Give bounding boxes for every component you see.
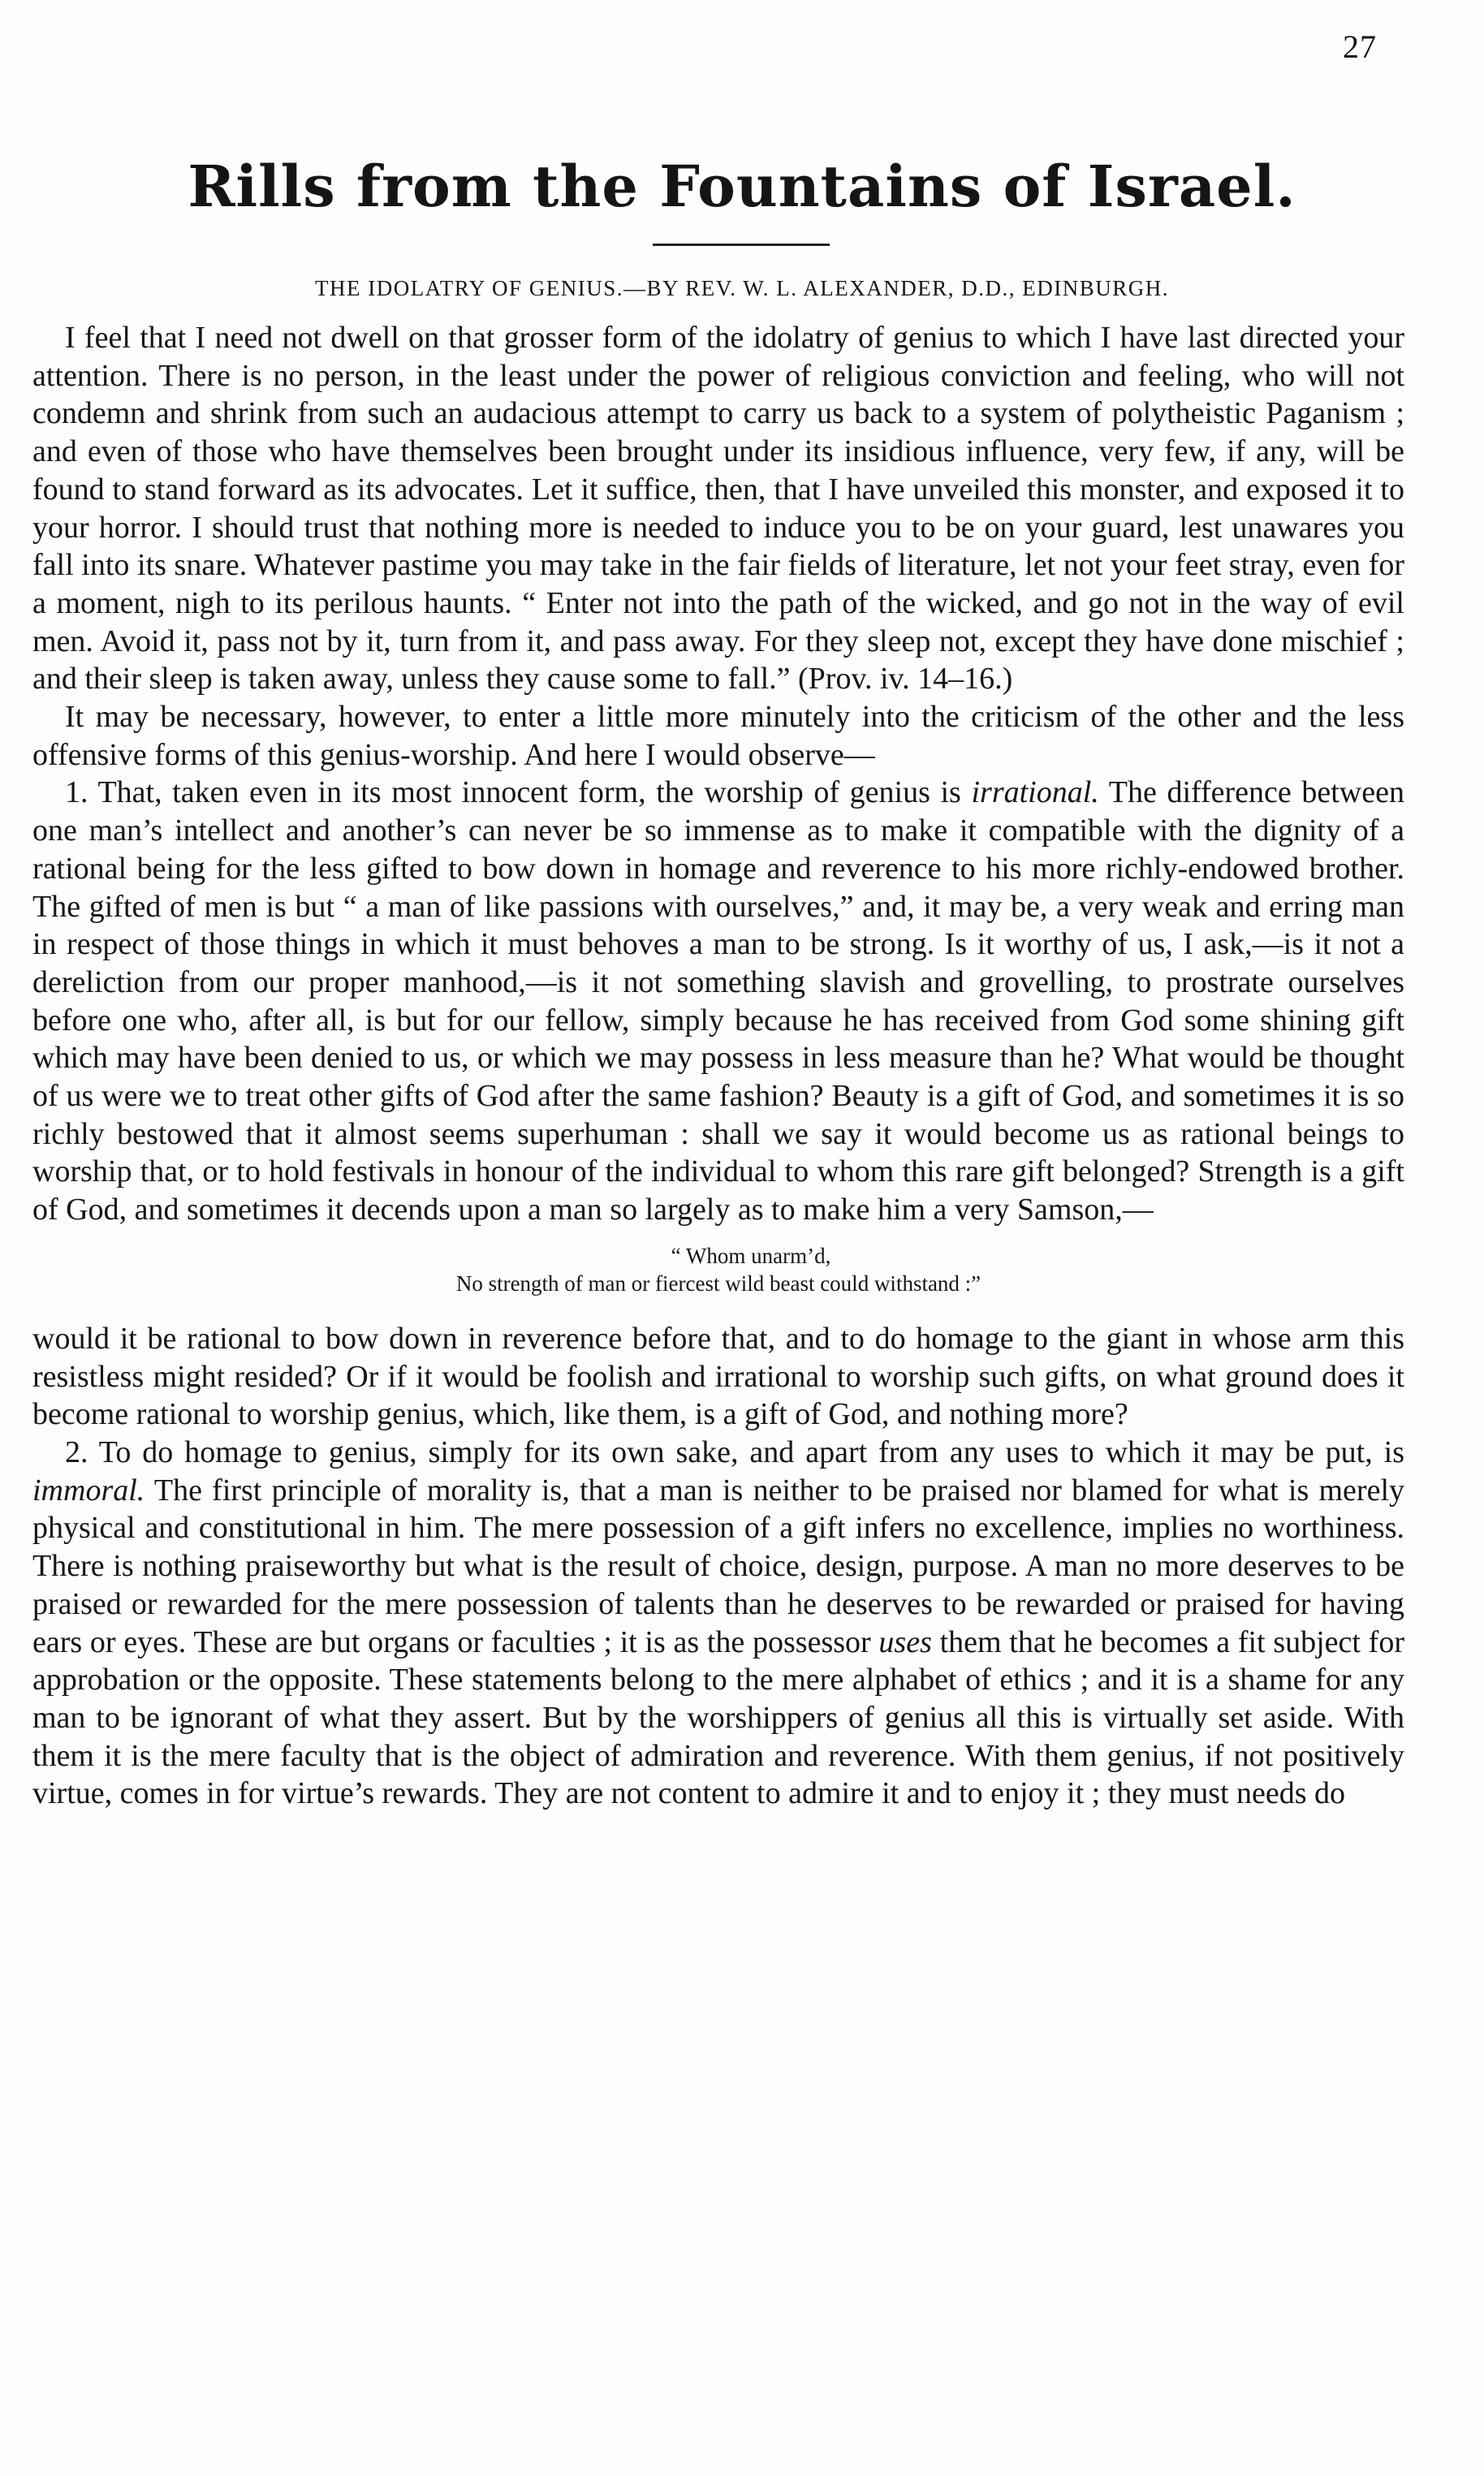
paragraph-transition: It may be necessary, however, to enter a little more minutely into the criticism of the other and the less offensive forms of this genius-worship. And here I would observe— xyxy=(32,700,1404,772)
article-body xyxy=(32,319,1404,1813)
paragraph-continuation: would it be rational to bow down in reverence before that, and to do homage to the giant in whose arm this resistless might resided? Or if it would be foolish and irrational to worship such gifts, on what ground does it become rational to worship genius, which, like them, is a gift of God, and nothing more? xyxy=(32,1321,1404,1432)
paragraph-irrational-rest: The difference between one man’s intellect and another’s can never be so immense as to make it compatible with the dignity of a rational being for the less gifted to bow down in homage and reverence to his more richly-endowed brother. The gifted of men is but “ a man of like passions with ourselves,” and, it may be, a very weak and erring man in respect of those things in which it must behoves a man to be strong. Is it worthy of us, I ask,—is it not a dereliction from our proper manhood,—is it not something slavish and grovelling, to prostrate ourselves before one who, after all, is but for our fellow, simply because he has received from God some shining gift which may have been denied to us, or which we may possess in less measure than he? What would be thought of us were we to treat other gifts of God after the same fashion? Beauty is a gift of God, and sometimes it is so richly bestowed that it almost seems superhuman : shall we say it would become us as rational beings to worship that, or to hold festivals in honour of the individual to whom this rare gift belonged? Strength is a gift of God, and sometimes it decends upon a man so largely as to make him a very Samson,— xyxy=(32,775,1404,1227)
title-divider xyxy=(653,244,830,246)
article-byline: THE IDOLATRY OF GENIUS.—BY REV. W. L. ALEXANDER, D.D., EDINBURGH. xyxy=(314,276,1169,300)
verse-line-2: No strength of man or fiercest wild beast could withstand :” xyxy=(455,1270,981,1296)
paragraph-immoral xyxy=(32,1434,1404,1813)
article-title: Rills from the Fountains of Israel. xyxy=(188,153,1296,220)
paragraph-irrational-start: 1. That, taken even in its most innocent form, the worship of genius is xyxy=(65,775,972,810)
paragraph-immoral-mid: The first principle of morality is, that a man is neither to be praised nor blamed for what is merely physical and constitutional in him. The mere possession of a gift infers no excellence, implies no worthiness. There is nothing praiseworthy but what is the result of choice, design, purpose. A man no more deserves to be praised or rewarded for the mere possession of talents than he deserves to be rewarded or praised for having ears or eyes. These are but organs or faculties ; it is as the possessor xyxy=(32,1473,1404,1659)
verse-quotation xyxy=(32,1242,1404,1297)
paragraph-immoral-start: 2. To do homage to genius, simply for its own sake, and apart from any uses to which it may be put, is xyxy=(65,1434,1404,1469)
paragraph-intro: I feel that I need not dwell on that grosser form of the idolatry of genius to which I have last directed your attention. There is no person, in the least under the power of religious conviction and feeling, who will not condemn and shrink from such an audacious attempt to carry us back to a system of polytheistic Paganism ; and even of those who have themselves been brought under its insidious influence, very few, if any, will be found to stand forward as its advocates. Let it suffice, then, that I have unveiled this monster, and exposed it to your horror. I should trust that nothing more is needed to induce you to be on your guard, lest unawares you fall into its snare. Whatever pastime you may take in the fair fields of literature, let not your feet stray, even for a moment, nigh to its perilous haunts. “ Enter not into the path of the wicked, and go not in the way of evil men. Avoid it, pass not by it, turn from it, and pass away. For they sleep not, except they have done mischief ; and their sleep is taken away, unless they cause some to fall.” (Prov. iv. 14–16.) xyxy=(32,321,1404,697)
emphasis-uses: uses xyxy=(878,1624,932,1659)
verse-line-1: “ Whom unarm’d, xyxy=(671,1243,831,1268)
paragraph-immoral-end: them that he becomes a fit subject for approbation or the opposite. These statements belong to the mere alphabet of ethics ; and it is a shame for any man to be ignorant of what they assert. But by the worshippers of genius all this is virtually set aside. With them it is the mere faculty that is the object of admiration and reverence. With them genius, if not positively virtue, comes in for virtue’s rewards. They are not content to admire it and to enjoy it ; they must needs do xyxy=(32,1624,1404,1811)
paragraph-irrational xyxy=(32,774,1404,1228)
page-number: 27 xyxy=(1343,28,1377,65)
emphasis-irrational: irrational. xyxy=(971,775,1099,810)
emphasis-immoral: immoral. xyxy=(32,1473,145,1508)
